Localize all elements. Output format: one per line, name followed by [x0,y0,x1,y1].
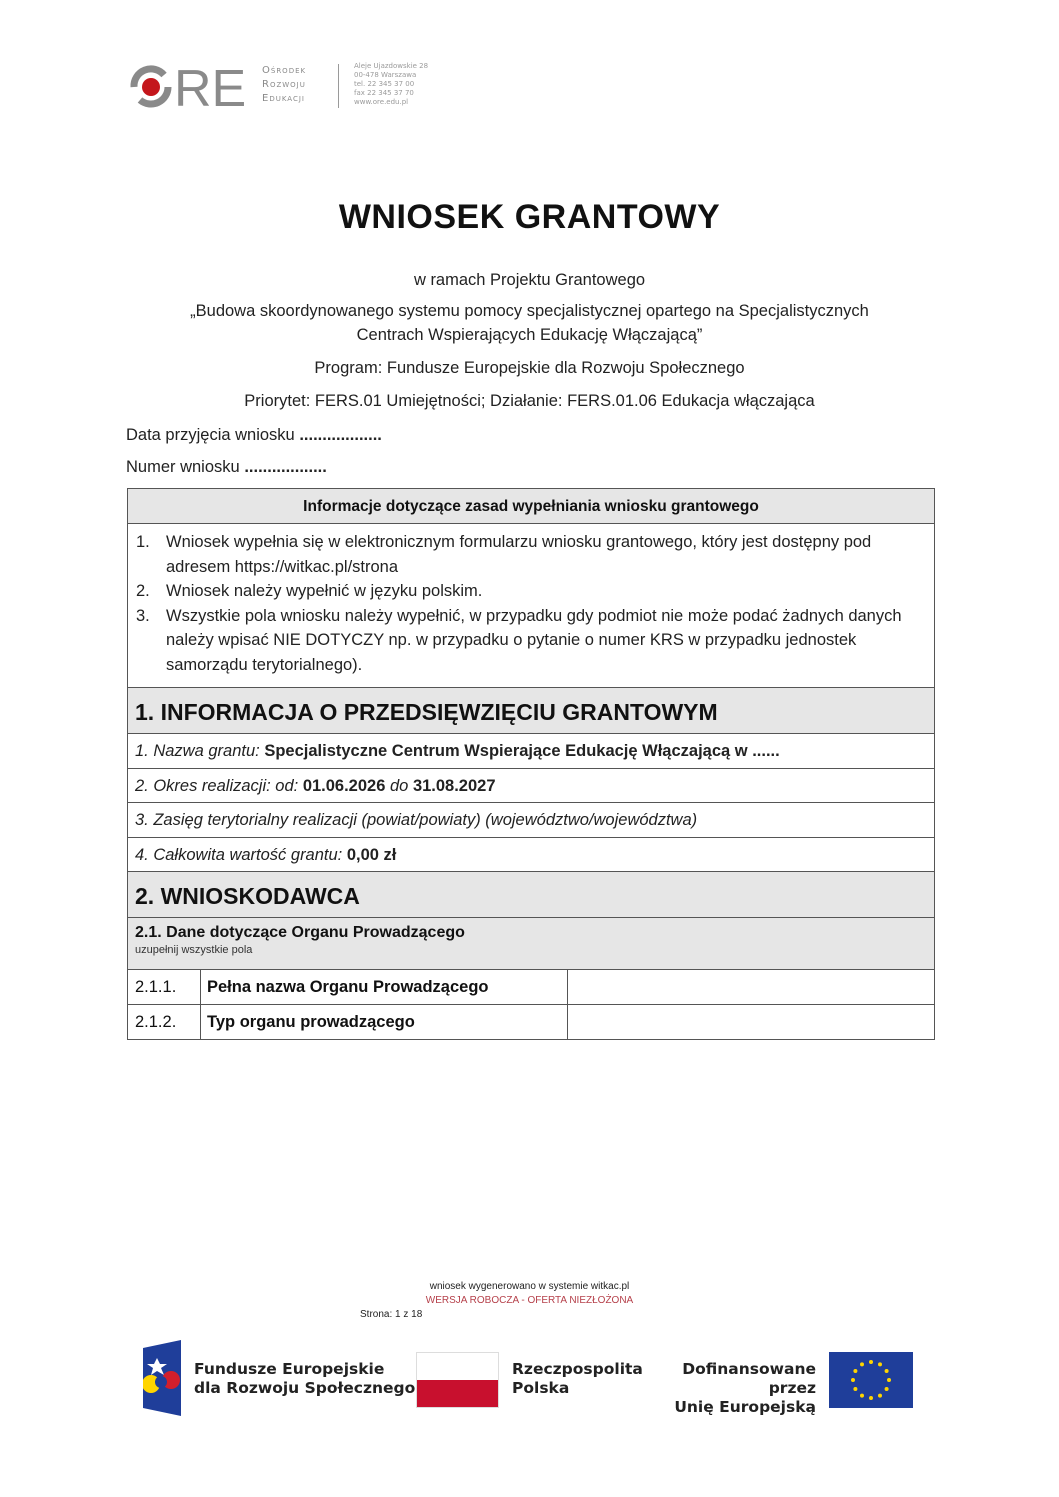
info-box-heading: Informacje dotyczące zasad wypełniania wniosku grantowego [128,489,934,524]
full-name-value-field[interactable] [568,970,934,1004]
logo-divider [338,64,339,108]
section2-heading: 2. WNIOSKODAWCA [128,872,934,918]
row-label: Typ organu prowadzącego [201,1005,568,1039]
funding-logos-bar [140,1338,920,1418]
draft-notice: WERSJA ROBOCZA - OFERTA NIEZŁOŻONA [425,1295,634,1306]
rp-logo-text: Rzeczpospolita Polska [512,1360,643,1397]
row-label: Pełna nazwa Organu Prowadzącego [201,970,568,1004]
realization-period-field: 2. Okres realizacji: od: 01.06.2026 do 31.08.2027 [128,769,934,804]
organ-type-value-field[interactable] [568,1005,934,1039]
row-number: 2.1.1. [128,970,201,1004]
fe-logo-text: Fundusze Europejskie dla Rozwoju Społecznego [194,1360,416,1397]
svg-text:RE: RE [174,62,247,112]
priority-line: Priorytet: FERS.01 Umiejętności; Działanie: FERS.01.06 Edukacja włączająca [244,392,815,410]
table-row [128,1005,934,1040]
document-title: WNIOSEK GRANTOWY [338,198,721,236]
grant-name-value: Specjalistyczne Centrum Wspierające Edukację Włączającą w ...... [264,742,780,760]
acceptance-date [126,426,382,445]
application-number [126,458,327,477]
polish-flag-icon [416,1352,499,1408]
grant-name-field: 1. Nazwa grantu: Specjalistyczne Centrum Wspierające Edukację Włączającą w ...... [128,734,934,769]
eu-flag-icon [829,1352,913,1408]
application-number-value: .................. [244,458,327,476]
total-value: 0,00 zł [346,845,397,864]
section1-heading: 1. INFORMACJA O PRZEDSIĘWZIĘCIU GRANTOWYM [128,688,934,734]
territorial-range-field: 3. Zasięg terytorialny realizacji (powiat/powiaty) (województwo/województwa) [128,803,934,838]
info-box-list [128,524,934,688]
document-subtitle: w ramach Projektu Grantowego [413,271,646,289]
project-name-line2: Centrach Wspierających Edukację Włączającą” [356,326,703,344]
acceptance-date-value: .................. [299,426,382,444]
application-number-label: Numer wniosku [126,458,240,476]
program-line: Program: Fundusze Europejskie dla Rozwoju Społecznego [314,359,745,377]
info-item: 1. Wniosek wypełnia się w elektronicznym formularzu wniosku grantowego, który jest dostępny pod adresem https://witkac.pl/strona [136,533,872,576]
period-to-value: 31.08.2027 [412,776,496,795]
fe-logo-icon [143,1340,183,1416]
eu-logo-text: Dofinansowane przez Unię Europejską [674,1360,816,1416]
page-number: Strona: 1 z 18 [360,1309,423,1320]
org-address: Aleje Ujazdowskie 28 00-478 Warszawa tel. 22 345 37 00 fax 22 345 37 70 www.ore.edu.pl [354,62,429,106]
info-item: 3. Wszystkie pola wniosku należy wypełnić, w przypadku gdy podmiot nie może podać żadnych danych należy wpisać NIE DOTYCZY np. w przypadku o pytanie o numer KRS w przypadku jednostek samorządu terytorialnego). [136,606,902,674]
ore-logo-mark-icon [126,62,251,112]
total-value-field: 4. Całkowita wartość grantu: 0,00 zł [128,838,934,873]
ore-logo [126,62,456,112]
info-item: 2. Wniosek należy wypełnić w języku polskim. [136,582,483,600]
period-from-value: 01.06.2026 [302,776,386,795]
acceptance-date-label: Data przyjęcia wniosku [126,426,295,444]
application-form-table [127,488,935,1040]
row-number: 2.1.2. [128,1005,201,1039]
table-row [128,970,934,1005]
subsection-note: uzupełnij wszystkie pola [135,944,253,956]
org-name: Ośrodek Rozwoju Edukacji [262,65,307,104]
generated-notice: wniosek wygenerowano w systemie witkac.pl [429,1281,630,1292]
subsection-2-1-heading: 2.1. Dane dotyczące Organu Prowadzącego uzupełnij wszystkie pola [128,918,934,970]
project-name-line1: „Budowa skoordynowanego systemu pomocy specjalistycznej opartego na Specjalistycznych [190,302,869,320]
